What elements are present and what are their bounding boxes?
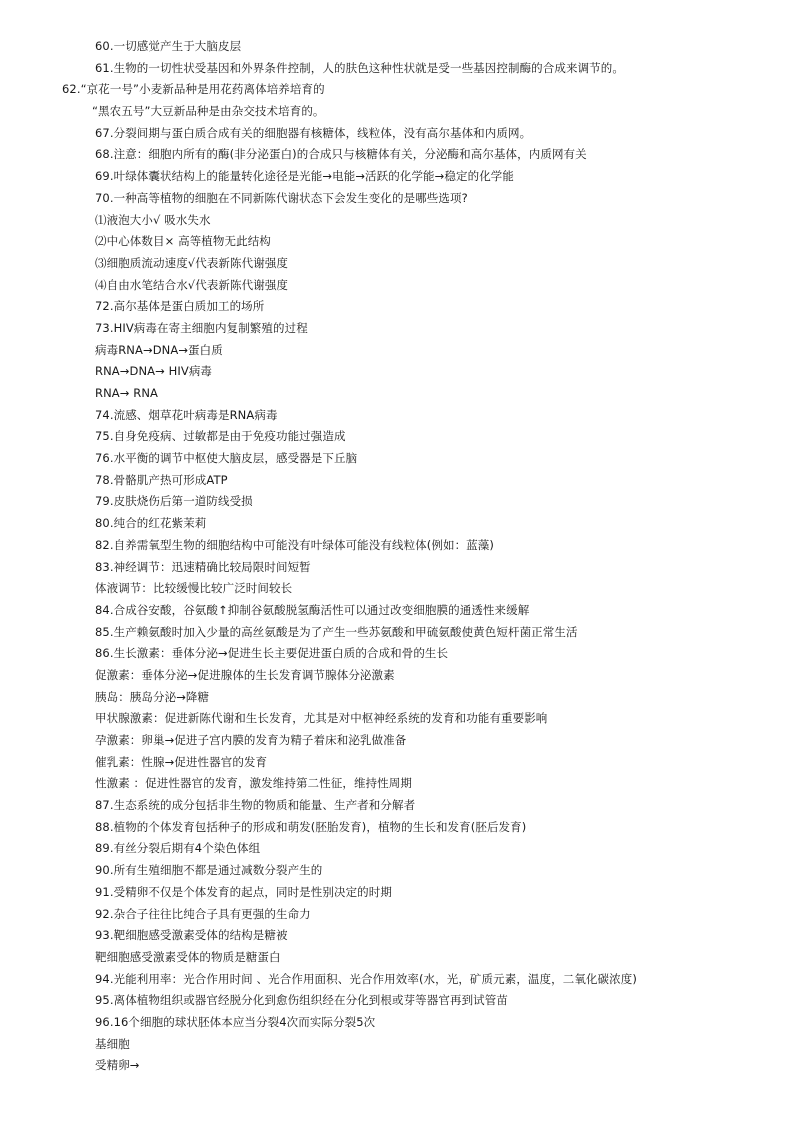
text-line: 82.自养需氧型生物的细胞结构中可能没有叶绿体可能没有线粒体(例如：蓝藻) xyxy=(95,537,494,552)
text-line: 87.生态系统的成分包括非生物的物质和能量、生产者和分解者 xyxy=(95,798,416,813)
text-line: 靶细胞感受激素受体的物质是糖蛋白 xyxy=(95,949,281,964)
text-line: RNA→DNA→ HIV病毒 xyxy=(95,364,213,379)
text-line: 72.高尔基体是蛋白质加工的场所 xyxy=(95,299,265,314)
text-line: 胰岛：胰岛分泌→降糖 xyxy=(95,689,210,704)
text-line: 促激素：垂体分泌→促进腺体的生长发育调节腺体分泌激素 xyxy=(95,667,395,682)
text-line: 78.骨骼肌产热可形成ATP xyxy=(95,472,228,487)
text-line: 67.分裂间期与蛋白质合成有关的细胞器有核糖体，线粒体，没有高尔基体和内质网。 xyxy=(95,125,532,140)
text-line: 90.所有生殖细胞不都是通过减数分裂产生的 xyxy=(95,863,323,878)
text-line: 病毒RNA→DNA→蛋白质 xyxy=(95,342,223,357)
text-line: 体液调节：比较缓慢比较广泛时间较长 xyxy=(95,581,293,596)
text-line: 89.有丝分裂后期有4个染色体组 xyxy=(95,841,261,856)
text-line: 74.流感、烟草花叶病毒是RNA病毒 xyxy=(95,407,278,422)
text-line: 甲状腺激素：促进新陈代谢和生长发育，尤其是对中枢神经系统的发育和功能有重要影响 xyxy=(95,711,548,726)
text-line: 95.离体植物组织或器官经脱分化到愈伤组织经在分化到根或芽等器官再到试管苗 xyxy=(95,993,508,1008)
text-line: 受精卵→ xyxy=(95,1058,140,1073)
text-line: 91.受精卵不仅是个体发育的起点，同时是性别决定的时期 xyxy=(95,884,392,899)
text-line: 85.生产赖氨酸时加入少量的高丝氨酸是为了产生一些苏氨酸和甲硫氨酸使黄色短杆菌正常生活 xyxy=(95,624,578,639)
text-line: 92.杂合子往往比纯合子具有更强的生命力 xyxy=(95,906,311,921)
text-line: 76.水平衡的调节中枢使大脑皮层，感受器是下丘脑 xyxy=(95,451,358,466)
text-body xyxy=(0,36,794,1077)
text-line: 88.植物的个体发育包括种子的形成和萌发(胚胎发育)，植物的生长和发育(胚后发育) xyxy=(95,819,527,834)
text-line: 86.生长激素：垂体分泌→促进生长主要促进蛋白质的合成和骨的生长 xyxy=(95,646,449,661)
text-line: 61.生物的一切性状受基因和外界条件控制，人的肤色这种性状就是受一些基因控制酶的合成来调节的。 xyxy=(95,60,624,75)
text-line: 催乳素：性腺→促进性器官的发育 xyxy=(95,754,268,769)
text-line: 75.自身免疫病、过敏都是由于免疫功能过强造成 xyxy=(95,429,346,444)
text-line: 70.一种高等植物的细胞在不同新陈代谢状态下会发生变化的是哪些选项? xyxy=(95,190,468,205)
text-line: 性激素 ：促进性器官的发育，激发维持第二性征，维持性周期 xyxy=(95,776,412,791)
text-line: RNA→ RNA xyxy=(95,386,159,400)
text-line: 69.叶绿体囊状结构上的能量转化途径是光能→电能→活跃的化学能→稳定的化学能 xyxy=(95,169,514,184)
text-line: 94.光能利用率：光合作用时间 、光合作用面积、光合作用效率(水，光，矿质元素，温度，二氧化碳浓度) xyxy=(95,971,637,986)
text-line: 84.合成谷安酸，谷氨酸↑抑制谷氨酸脱氢酶活性可以通过改变细胞膜的通透性来缓解 xyxy=(95,602,530,617)
text-line: “黑农五号”大豆新品种是由杂交技术培育的。 xyxy=(92,104,325,119)
text-line: ⑴液泡大小√ 吸水失水 xyxy=(95,212,211,227)
text-line: 60.一切感觉产生于大脑皮层 xyxy=(95,39,242,53)
text-line: 68.注意：细胞内所有的酶(非分泌蛋白)的合成只与核糖体有关，分泌酶和高尔基体，内质网有关 xyxy=(95,147,587,162)
text-line: 孕激素：卵巢→促进子宫内膜的发育为精子着床和泌乳做准备 xyxy=(95,733,407,747)
text-line: 96.16个细胞的球状胚体本应当分裂4次而实际分裂5次 xyxy=(95,1014,376,1029)
text-line: 62.“京花一号”小麦新品种是用花药离体培养培育的 xyxy=(62,82,325,97)
text-line: 80.纯合的红花紫茉莉 xyxy=(95,516,207,531)
text-line: 基细胞 xyxy=(95,1036,130,1051)
text-line: ⑷自由水笔结合水√代表新陈代谢强度 xyxy=(95,277,289,292)
text-line: 73.HIV病毒在寄主细胞内复制繁殖的过程 xyxy=(95,320,308,335)
text-line: 83.神经调节：迅速精确比较局限时间短暂 xyxy=(95,559,311,574)
text-line: ⑵中心体数目× 高等植物无此结构 xyxy=(95,234,271,249)
text-line: ⑶细胞质流动速度√代表新陈代谢强度 xyxy=(95,255,289,270)
text-line: 93.靶细胞感受激素受体的结构是糖被 xyxy=(95,928,288,943)
text-line: 79.皮肤烧伤后第一道防线受损 xyxy=(95,494,253,509)
